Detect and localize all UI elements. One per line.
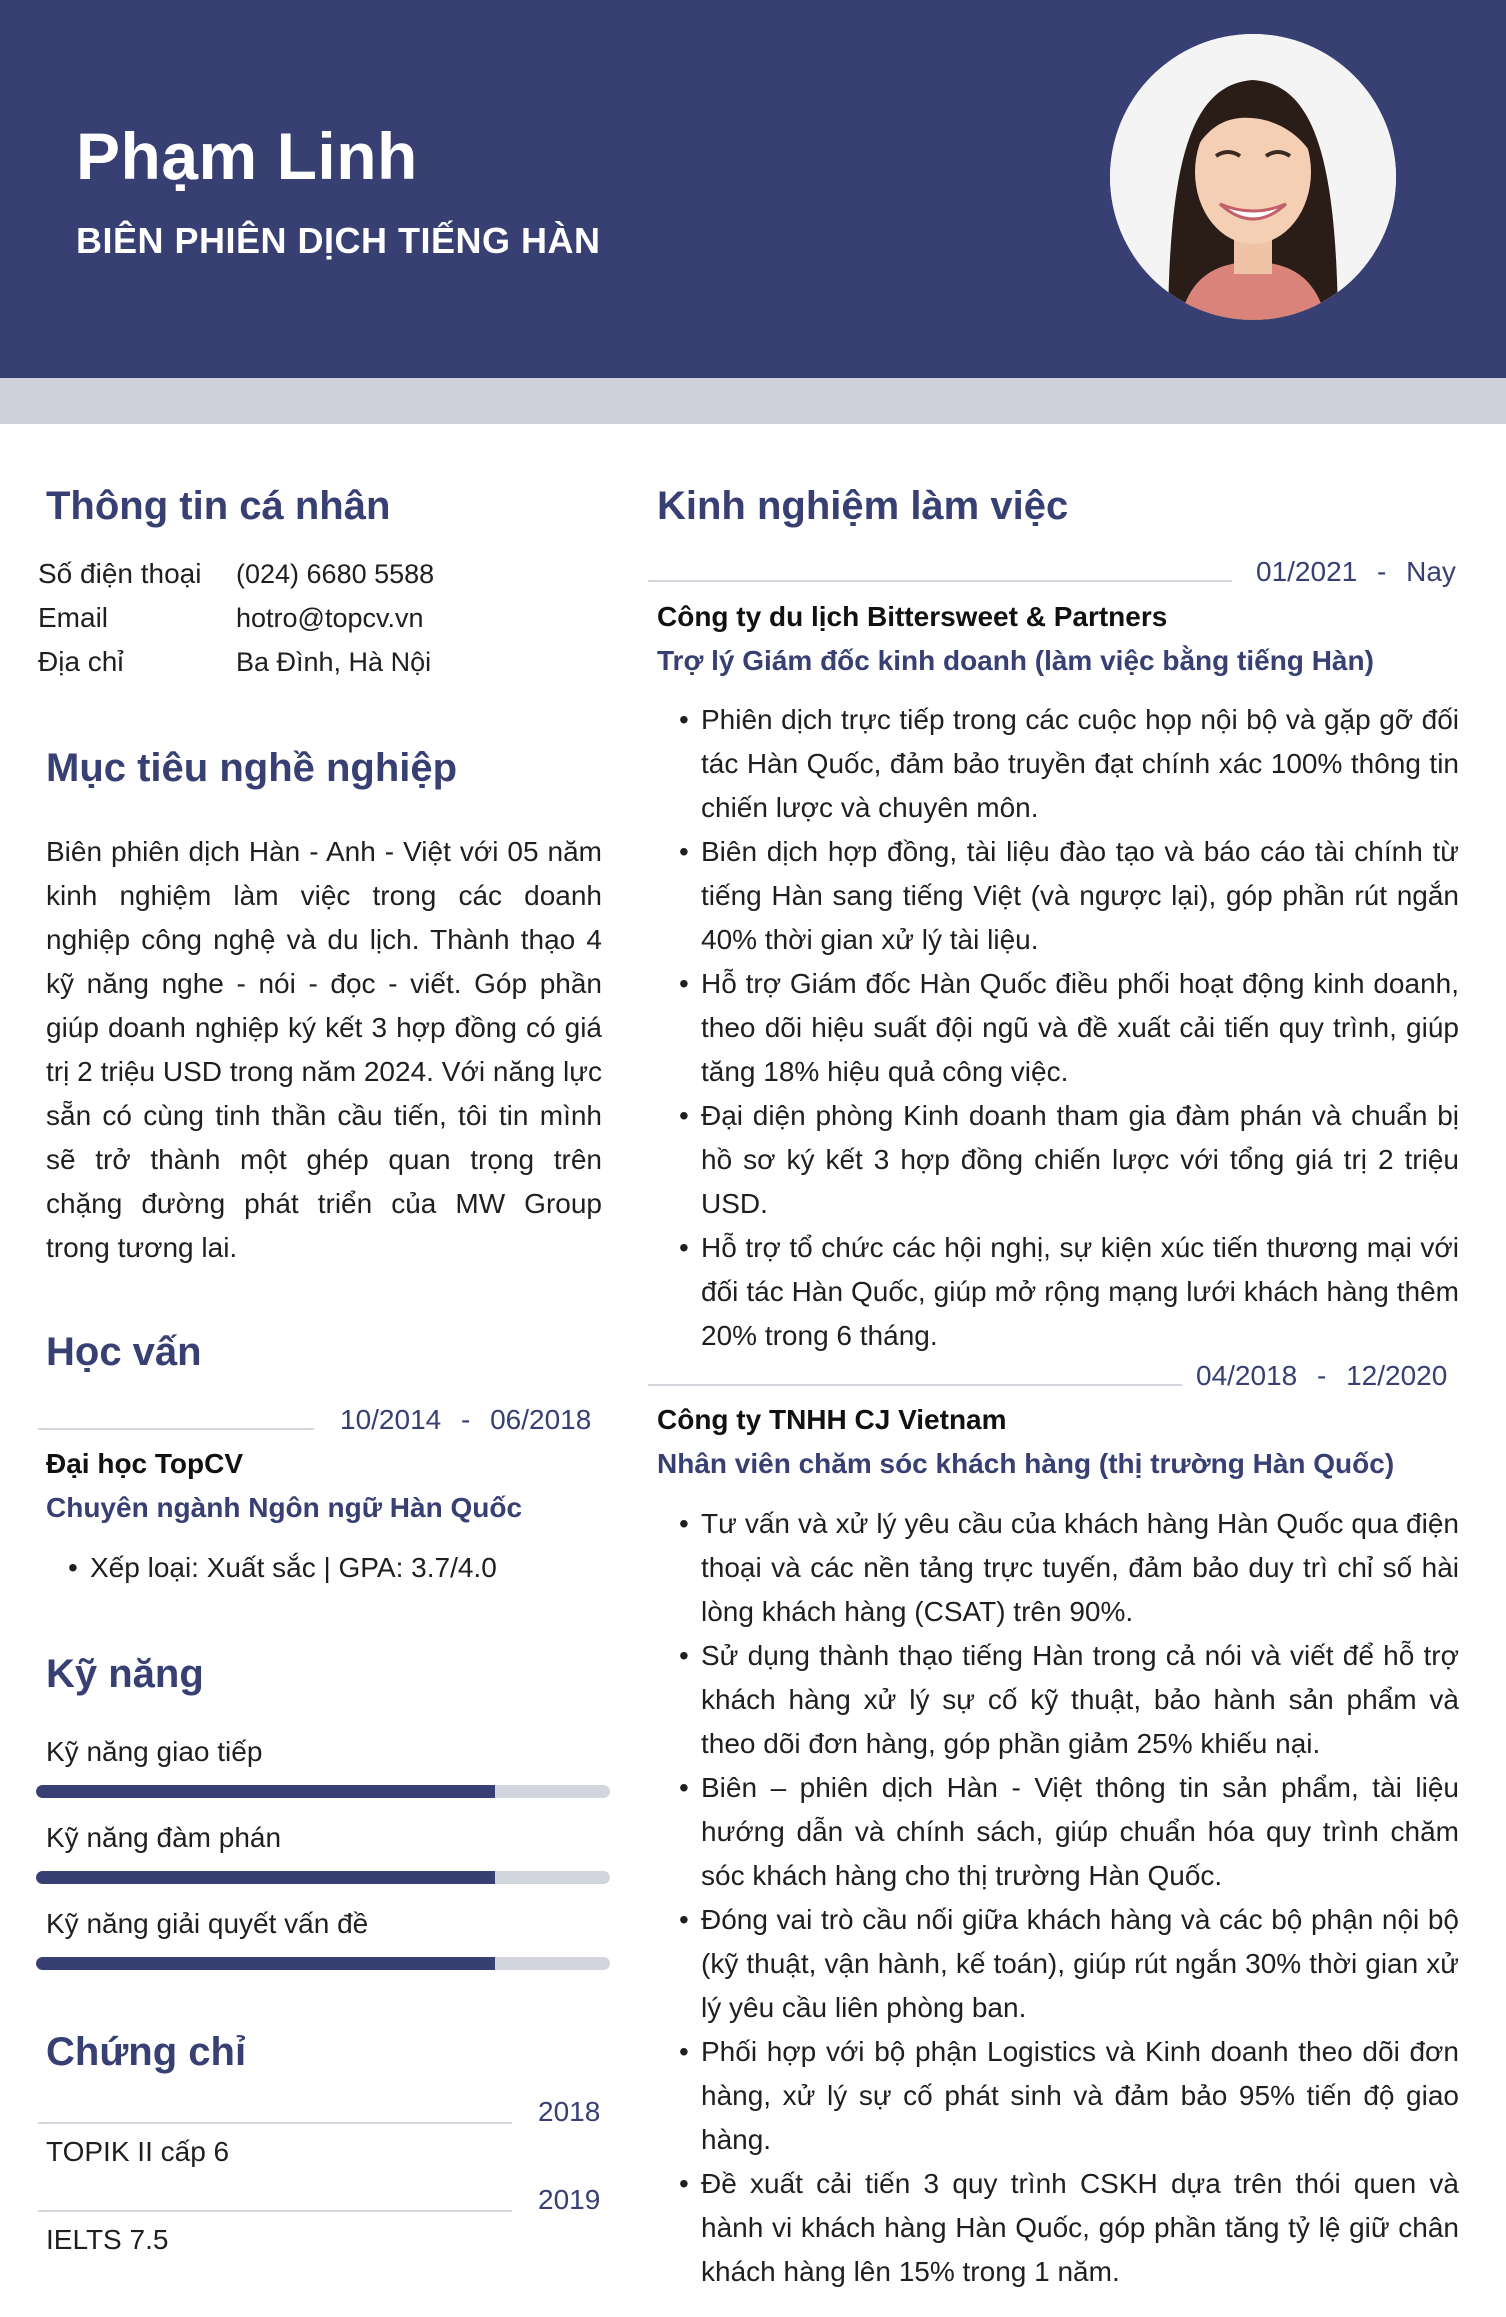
job-bullet: • Phiên dịch trực tiếp trong các cuộc họp nội bộ và gặp gỡ đối tác Hàn Quốc, đảm bảo truyền đạt chính xác 100% thông tin chiến lược và chuyên môn. bbox=[677, 698, 1459, 830]
job-bullets bbox=[677, 1502, 1459, 2294]
education-start: 10/2014 bbox=[340, 1404, 442, 1435]
phone-label: Số điện thoại bbox=[38, 558, 202, 589]
job-date bbox=[1196, 1360, 1447, 1392]
address-label: Địa chỉ bbox=[38, 646, 124, 677]
job-bullet: • Đề xuất cải tiến 3 quy trình CSKH dựa trên thói quen và hành vi khách hàng Hàn Quốc, góp phần tăng tỷ lệ giữ chân khách hàng lên 15% trong 1 năm. bbox=[677, 2162, 1459, 2294]
education-details bbox=[66, 1546, 606, 1590]
job-role: Trợ lý Giám đốc kinh doanh (làm việc bằng tiếng Hàn) bbox=[657, 645, 1374, 676]
job-bullets bbox=[677, 698, 1459, 1358]
job-date-separator: - bbox=[1317, 1360, 1327, 1391]
skill-name: Kỹ năng giải quyết vấn đề bbox=[46, 1908, 369, 1939]
job-date bbox=[1256, 556, 1456, 588]
education-date bbox=[340, 1404, 591, 1436]
avatar bbox=[1110, 34, 1396, 320]
skills-title: Kỹ năng bbox=[46, 1652, 204, 1696]
certificates-title: Chứng chỉ bbox=[46, 2030, 247, 2074]
job-bullet: • Đại diện phòng Kinh doanh tham gia đàm phán và chuẩn bị hồ sơ ký kết 3 hợp đồng chiến lược với tổng giá trị 2 triệu USD. bbox=[677, 1094, 1459, 1226]
school-name: Đại học TopCV bbox=[46, 1448, 244, 1479]
personal-info-title: Thông tin cá nhân bbox=[46, 484, 391, 528]
job-divider bbox=[648, 580, 1232, 582]
skill-bar bbox=[36, 1785, 610, 1798]
certificate-year: 2018 bbox=[538, 2096, 601, 2127]
job-bullet: • Biên – phiên dịch Hàn - Việt thông tin sản phẩm, tài liệu hướng dẫn và chính sách, giúp chuẩn hóa quy trình chăm sóc khách hàng cho thị trường Hàn Quốc. bbox=[677, 1766, 1459, 1898]
job-bullet: • Tư vấn và xử lý yêu cầu của khách hàng Hàn Quốc qua điện thoại và các nền tảng trực tuyến, đảm bảo duy trì chỉ số hài lòng khách hàng (CSAT) trên 90%. bbox=[677, 1502, 1459, 1634]
education-detail-item: • Xếp loại: Xuất sắc | GPA: 3.7/4.0 bbox=[66, 1546, 606, 1590]
job-company: Công ty TNHH CJ Vietnam bbox=[657, 1404, 1007, 1435]
skill-bar bbox=[36, 1957, 610, 1970]
job-bullet: • Hỗ trợ Giám đốc Hàn Quốc điều phối hoạt động kinh doanh, theo dõi hiệu suất đội ngũ và đề xuất cải tiến quy trình, giúp tăng 18% hiệu quả công việc. bbox=[677, 962, 1459, 1094]
skill-name: Kỹ năng giao tiếp bbox=[46, 1736, 263, 1767]
job-start: 01/2021 bbox=[1256, 556, 1358, 587]
job-title: BIÊN PHIÊN DỊCH TIẾNG HÀN bbox=[76, 220, 601, 261]
objective-title: Mục tiêu nghề nghiệp bbox=[46, 746, 458, 790]
job-bullet: • Biên dịch hợp đồng, tài liệu đào tạo và báo cáo tài chính từ tiếng Hàn sang tiếng Việt (và ngược lại), góp phần rút ngắn 40% thời gian xử lý tài liệu. bbox=[677, 830, 1459, 962]
job-date-separator: - bbox=[1377, 556, 1387, 587]
job-end: 12/2020 bbox=[1346, 1360, 1448, 1391]
job-company: Công ty du lịch Bittersweet & Partners bbox=[657, 601, 1168, 632]
job-divider bbox=[648, 1384, 1182, 1386]
skill-bar bbox=[36, 1871, 610, 1884]
candidate-name: Phạm Linh bbox=[76, 119, 418, 193]
email-value: hotro@topcv.vn bbox=[236, 603, 424, 633]
major: Chuyên ngành Ngôn ngữ Hàn Quốc bbox=[46, 1492, 523, 1523]
certificate-divider bbox=[38, 2210, 512, 2212]
address-value: Ba Đình, Hà Nội bbox=[236, 647, 432, 677]
certificate-divider bbox=[38, 2122, 512, 2124]
objective-text: Biên phiên dịch Hàn - Anh - Việt với 05 năm kinh nghiệm làm việc trong các doanh nghiệp công nghệ và du lịch. Thành thạo 4 kỹ năng nghe - nói - đọc - viết. Góp phần giúp doanh nghiệp ký kết 3 hợp đồng có giá trị 2 triệu USD trong năm 2024. Với năng lực sẵn có cùng tinh thần cầu tiến, tôi tin mình sẽ trở thành một ghép quan trọng trên chặng đường phát triển của MW Group trong tương lai. bbox=[46, 836, 602, 1263]
skill-bar-fill bbox=[36, 1871, 495, 1884]
certificate-year: 2019 bbox=[538, 2184, 601, 2215]
skill-bar-fill bbox=[36, 1785, 495, 1798]
skill-bar-fill bbox=[36, 1957, 495, 1970]
skill-name: Kỹ năng đàm phán bbox=[46, 1822, 282, 1853]
education-end: 06/2018 bbox=[490, 1404, 592, 1435]
phone-value: (024) 6680 5588 bbox=[236, 559, 435, 589]
header-band bbox=[0, 378, 1506, 424]
job-end: Nay bbox=[1406, 556, 1456, 587]
job-bullet: • Sử dụng thành thạo tiếng Hàn trong cả nói và viết để hỗ trợ khách hàng xử lý sự cố kỹ thuật, bảo hành sản phẩm và theo dõi đơn hàng, góp phần giảm 25% khiếu nại. bbox=[677, 1634, 1459, 1766]
job-start: 04/2018 bbox=[1196, 1360, 1298, 1391]
education-date-separator: - bbox=[461, 1404, 471, 1435]
certificate-name: TOPIK II cấp 6 bbox=[46, 2136, 230, 2167]
email-label: Email bbox=[38, 602, 109, 633]
job-bullet: • Phối hợp với bộ phận Logistics và Kinh doanh theo dõi đơn hàng, xử lý sự cố phát sinh và đảm bảo 95% tiến độ giao hàng. bbox=[677, 2030, 1459, 2162]
job-role: Nhân viên chăm sóc khách hàng (thị trường Hàn Quốc) bbox=[657, 1448, 1395, 1479]
job-bullet: • Đóng vai trò cầu nối giữa khách hàng và các bộ phận nội bộ (kỹ thuật, vận hành, kế toán), giúp rút ngắn 30% thời gian xử lý yêu cầu liên phòng ban. bbox=[677, 1898, 1459, 2030]
education-divider bbox=[38, 1428, 314, 1430]
certificate-name: IELTS 7.5 bbox=[46, 2224, 169, 2255]
avatar-photo-icon bbox=[1110, 34, 1396, 320]
education-title: Học vấn bbox=[46, 1330, 202, 1374]
experience-title: Kinh nghiệm làm việc bbox=[657, 484, 1069, 528]
job-bullet: • Hỗ trợ tổ chức các hội nghị, sự kiện xúc tiến thương mại với đối tác Hàn Quốc, giúp mở rộng mạng lưới khách hàng thêm 20% trong 6 tháng. bbox=[677, 1226, 1459, 1358]
